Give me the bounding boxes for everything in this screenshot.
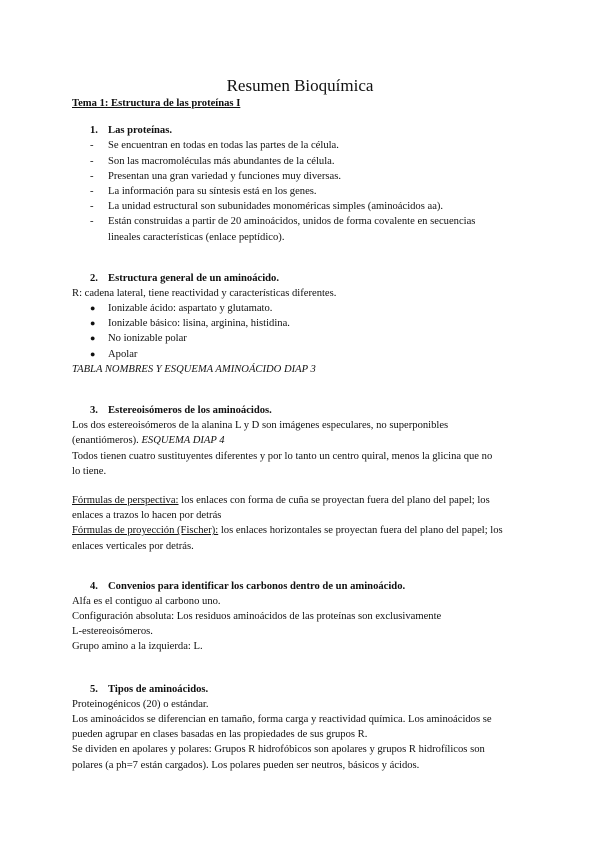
document-page (72, 76, 542, 773)
paragraph: Los aminoácidos se diferencian en tamaño, forma carga y reactividad química. Los aminoácidos se (72, 714, 492, 725)
document-title: Resumen Bioquímica (226, 76, 374, 95)
topic-heading: Tema 1: Estructura de las proteínas I (72, 98, 241, 109)
list-item-continuation: lineales características (enlace peptídico). (108, 231, 285, 243)
paragraph: Se dividen en apolares y polares: Grupos R hidrofóbicos son apolares y grupos R hidrofílicos son (72, 744, 485, 756)
paragraph: Todos tienen cuatro sustituyentes diferentes y por lo tanto un centro quiral, menos la glicina que no (72, 450, 493, 462)
paragraph: Proteinogénicos (20) o estándar. (72, 698, 209, 710)
section-1-heading: 1. Las proteínas. (90, 125, 172, 137)
paragraph: enlaces a trazos lo hacen por detrás (72, 510, 222, 522)
bullet-item: ● Apolar (90, 348, 138, 360)
paragraph: Fórmulas de perspectiva: los enlaces con forma de cuña se proyectan fuera del plano del papel; los (72, 494, 490, 506)
paragraph: Fórmulas de proyección (Fischer): los enlaces horizontales se proyectan fuera del plano del papel; los (72, 525, 503, 537)
list-item: - Están construidas a partir de 20 aminoácidos, unidos de forma covalente en secuencias (90, 216, 476, 228)
section-3-heading: 3. Estereoisómeros de los aminoácidos. (90, 405, 272, 416)
bullet-item: ● Ionizable básico: lisina, arginina, histidina. (90, 318, 290, 330)
paragraph: Grupo amino a la izquierda: L. (72, 641, 203, 653)
paragraph: R: cadena lateral, tiene reactividad y características diferentes. (72, 287, 337, 299)
paragraph: enlaces verticales por detrás. (72, 540, 194, 552)
list-item: - Presentan una gran variedad y funciones muy diversas. (90, 170, 341, 182)
paragraph: lo tiene. (72, 465, 107, 477)
list-item: - La información para su síntesis está en los genes. (90, 185, 317, 197)
paragraph: Configuración absoluta: Los residuos aminoácidos de las proteínas son exclusivamente (72, 611, 442, 623)
bullet-item: ● Ionizable ácido: aspartato y glutamato. (90, 303, 273, 315)
section-2-heading: 2. Estructura general de un aminoácido. (90, 272, 279, 284)
paragraph: (enantiómeros). ESQUEMA DIAP 4 (72, 435, 225, 447)
section-4-heading: 4. Convenios para identificar los carbonos dentro de un aminoácido. (90, 580, 406, 592)
paragraph: Los dos estereoisómeros de la alanina L y D son imágenes especulares, no superponibles (72, 420, 449, 432)
list-item: - Se encuentran en todas en todas las partes de la célula. (90, 140, 339, 152)
note: TABLA NOMBRES Y ESQUEMA AMINOÁCIDO DIAP 3 (72, 363, 316, 375)
paragraph: pueden agrupar en clases basadas en las propiedades de sus grupos R. (72, 729, 368, 741)
list-item: - Son las macromoléculas más abundantes de la célula. (90, 155, 335, 167)
paragraph: Alfa es el contiguo al carbono uno. (72, 595, 221, 607)
list-item: - La unidad estructural son subunidades monoméricas simples (aminoácidos aa). (90, 201, 444, 213)
paragraph: polares (a ph=7 están cargados). Los polares pueden ser neutros, básicos y ácidos. (72, 759, 420, 771)
paragraph: L-estereoisómeros. (72, 626, 153, 638)
bullet-item: ● No ionizable polar (90, 333, 187, 345)
section-5-heading: 5. Tipos de aminoácidos. (90, 683, 209, 695)
